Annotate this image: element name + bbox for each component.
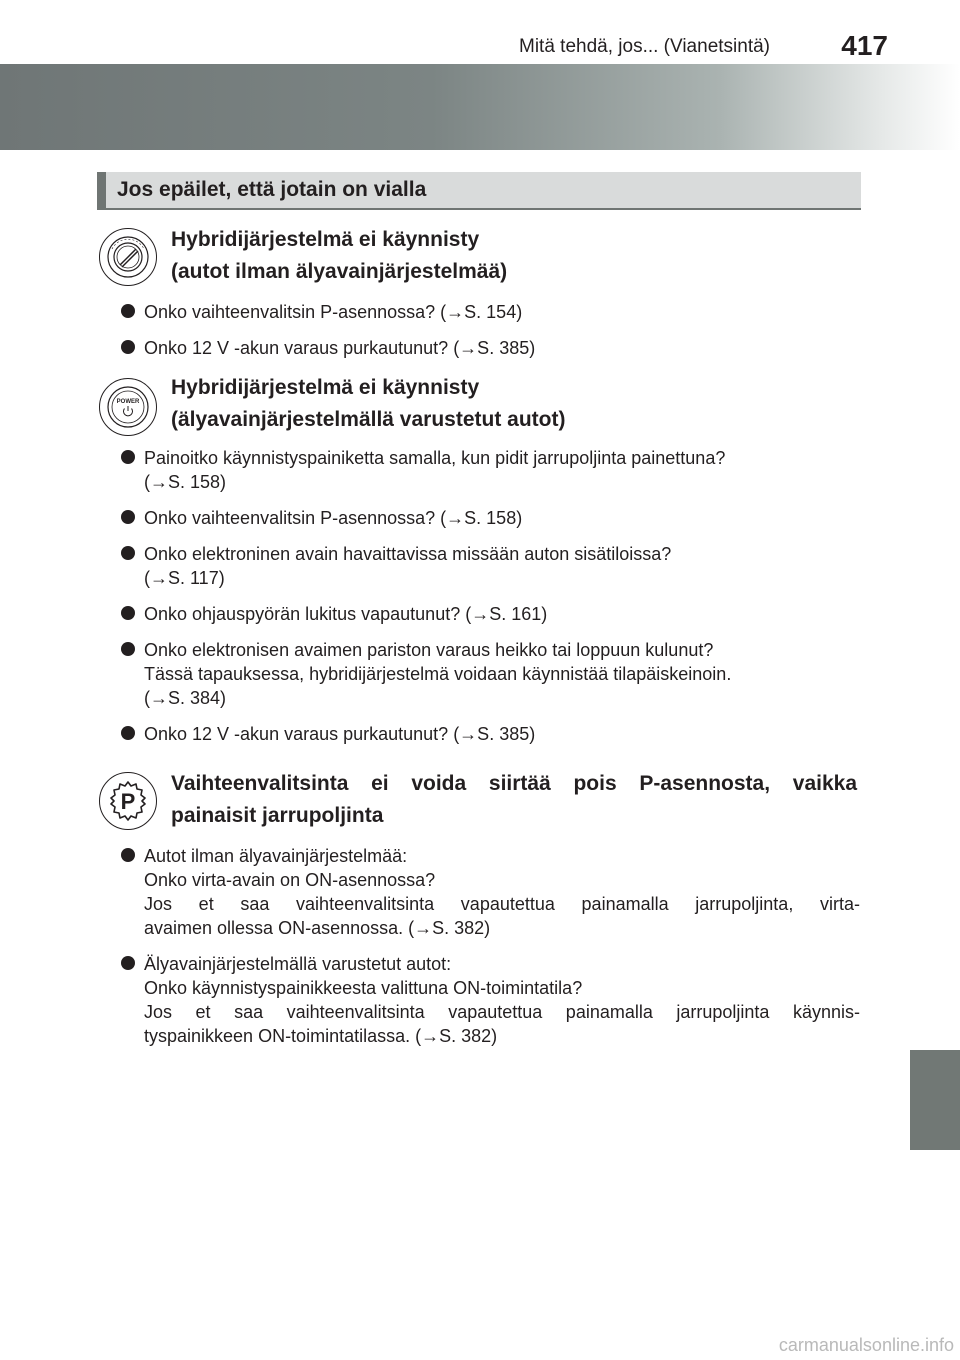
page-header xyxy=(0,30,960,61)
list-item: Onko vaihteenvalitsin P-asennossa? (→S. 158) xyxy=(120,506,860,530)
subsection-1-title-line-1: Hybridijärjestelmä ei käynnisty xyxy=(171,228,480,251)
list-item: Onko elektronisen avaimen pariston varaus heikko tai loppuun kulunut? Tässä tapauksessa, hybridijärjestelmä voidaan käynnistää tilapäiskeinoin. (→S. 384) xyxy=(120,638,860,710)
list-item: Autot ilman älyavainjärjestelmää: Onko virta-avain on ON-asennossa? Jos et saa vaihteenvalitsinta vapautettua painamalla jarrupoljinta, virta- avaimen ollessa ON-asennossa. (→S. 382) xyxy=(120,844,860,940)
bullet-icon xyxy=(121,642,135,656)
subsection-3-title xyxy=(171,768,857,832)
subsection-1-title-line-2: (autot ilman älyavainjärjestelmää) xyxy=(171,260,508,283)
list-item: Älyavainjärjestelmällä varustetut autot: Onko käynnistyspainikkeesta valittuna ON-toimintatila? Jos et saa vaihteenvalitsinta vapautettua painamalla jarrupoljinta käynnis- tyspainikkeen ON-toimintatilassa. (→S. 382) xyxy=(120,952,860,1048)
subsection-3-title-line-1: Vaihteenvalitsinta ei voida siirtää pois P-asennosta, vaikka xyxy=(171,772,857,795)
list-item: Onko vaihteenvalitsin P-asennossa? (→S. 154) xyxy=(120,300,860,324)
svg-text:P: P xyxy=(120,789,136,814)
bullet-icon xyxy=(121,848,135,862)
bullet-icon xyxy=(121,956,135,970)
bullet-icon xyxy=(121,510,135,524)
bullet-icon xyxy=(121,546,135,560)
list-item: Painoitko käynnistyspainiketta samalla, kun pidit jarrupoljinta painettuna? (→S. 158) xyxy=(120,446,860,494)
ignition-switch-icon xyxy=(99,228,157,286)
chapter-title: Mitä tehdä, jos... (Vianetsintä) xyxy=(519,36,770,57)
header-band xyxy=(0,64,960,150)
bullet-icon xyxy=(121,340,135,354)
subsection-2-title xyxy=(171,372,857,436)
bullet-icon xyxy=(121,304,135,318)
subsection-2-title-line-1: Hybridijärjestelmä ei käynnisty xyxy=(171,376,480,399)
section-heading xyxy=(97,172,861,210)
watermark: carmanualsonline.info xyxy=(778,1335,954,1355)
chapter-side-tab xyxy=(910,1050,960,1150)
subsection-2-list xyxy=(120,446,860,758)
subsection-3-list xyxy=(120,844,860,1060)
power-icon-label: POWER xyxy=(116,399,140,405)
section-heading-text: Jos epäilet, että jotain on vialla xyxy=(117,178,427,201)
subsection-1-list xyxy=(120,300,860,372)
subsection-3-title-line-2: painaisit jarrupoljinta xyxy=(171,804,384,827)
bullet-icon xyxy=(121,450,135,464)
list-item: Onko 12 V -akun varaus purkautunut? (→S. 385) xyxy=(120,336,860,360)
bullet-icon xyxy=(121,726,135,740)
power-button-icon xyxy=(99,378,157,436)
bullet-icon xyxy=(121,606,135,620)
list-item: Onko 12 V -akun varaus purkautunut? (→S. 385) xyxy=(120,722,860,746)
subsection-1-title xyxy=(171,224,857,288)
subsection-2-title-line-2: (älyavainjärjestelmällä varustetut autot) xyxy=(171,408,566,431)
list-item: Onko elektroninen avain havaittavissa missään auton sisätiloissa? (→S. 117) xyxy=(120,542,860,590)
page-number: 417 xyxy=(841,30,888,61)
list-item: Onko ohjauspyörän lukitus vapautunut? (→S. 161) xyxy=(120,602,860,626)
parking-gear-icon xyxy=(99,772,157,830)
